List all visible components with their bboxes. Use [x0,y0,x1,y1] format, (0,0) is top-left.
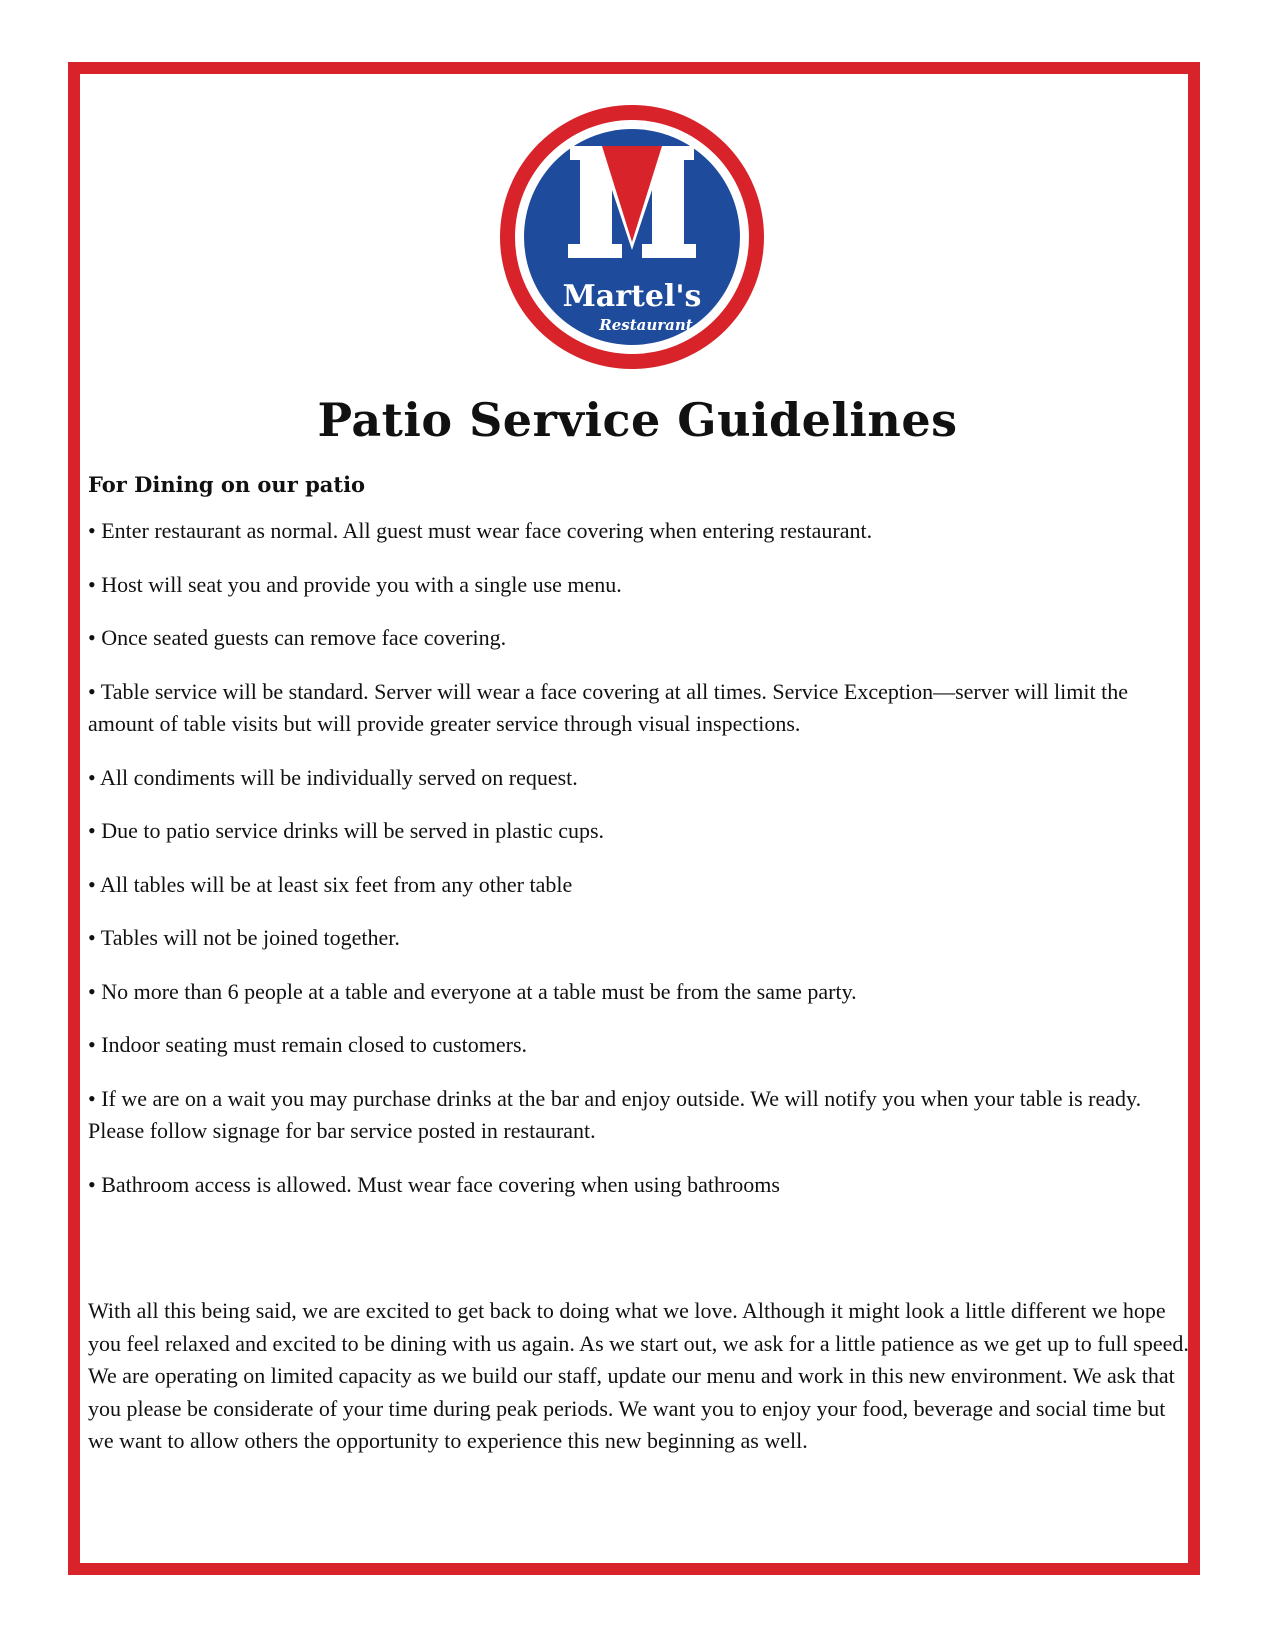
guideline-item: • Enter restaurant as normal. All guest must wear face covering when entering restaurant. [88,518,873,543]
guidelines-list [88,515,1180,1222]
guideline-item: • If we are on a wait you may purchase drinks at the bar and enjoy outside. We will notify you when your table is ready. Please follow signage for bar service posted in restaurant. [88,1085,1142,1143]
guideline-item: • Table service will be standard. Server will wear a face covering at all times. Service Exception—server will limit the amount of table visits but will provide greater service through visual inspections. [88,678,1128,736]
logo-tagline: Restaurant [599,316,693,334]
restaurant-logo [498,102,766,372]
guideline-item: • Indoor seating must remain closed to customers. [88,1032,528,1057]
guideline-item: • Bathroom access is allowed. Must wear face covering when using bathrooms [88,1171,780,1197]
guideline-item: • All condiments will be individually served on request. [88,764,578,790]
guideline-item: • No more than 6 people at a table and everyone at a table must be from the same party. [88,978,857,1004]
guideline-item: • All tables will be at least six feet from any other table [88,871,573,897]
guideline-item: • Once seated guests can remove face covering. [88,625,507,650]
section-heading: For Dining on our patio [88,472,366,497]
guideline-item: • Tables will not be joined together. [88,925,400,950]
guideline-item: • Host will seat you and provide you with a single use menu. [88,571,622,597]
logo-name: Martel's [562,279,702,314]
page-title: Patio Service Guidelines [317,393,958,447]
closing-paragraph: With all this being said, we are excited to get back to doing what we love. Although it might look a little different we hope you feel relaxed and excited to be dining with us again. As we start out, we ask for a little patience as we get up to full speed. We are operating on limited capacity as we build our staff, update our menu and work in this new environment. We ask that you please be considerate of your time during peak periods. We want you to enjoy your food, beverage and social time but we want to allow others the opportunity to experience this new beginning as well. [88,1298,1189,1453]
guideline-item: • Due to patio service drinks will be served in plastic cups. [88,818,605,843]
